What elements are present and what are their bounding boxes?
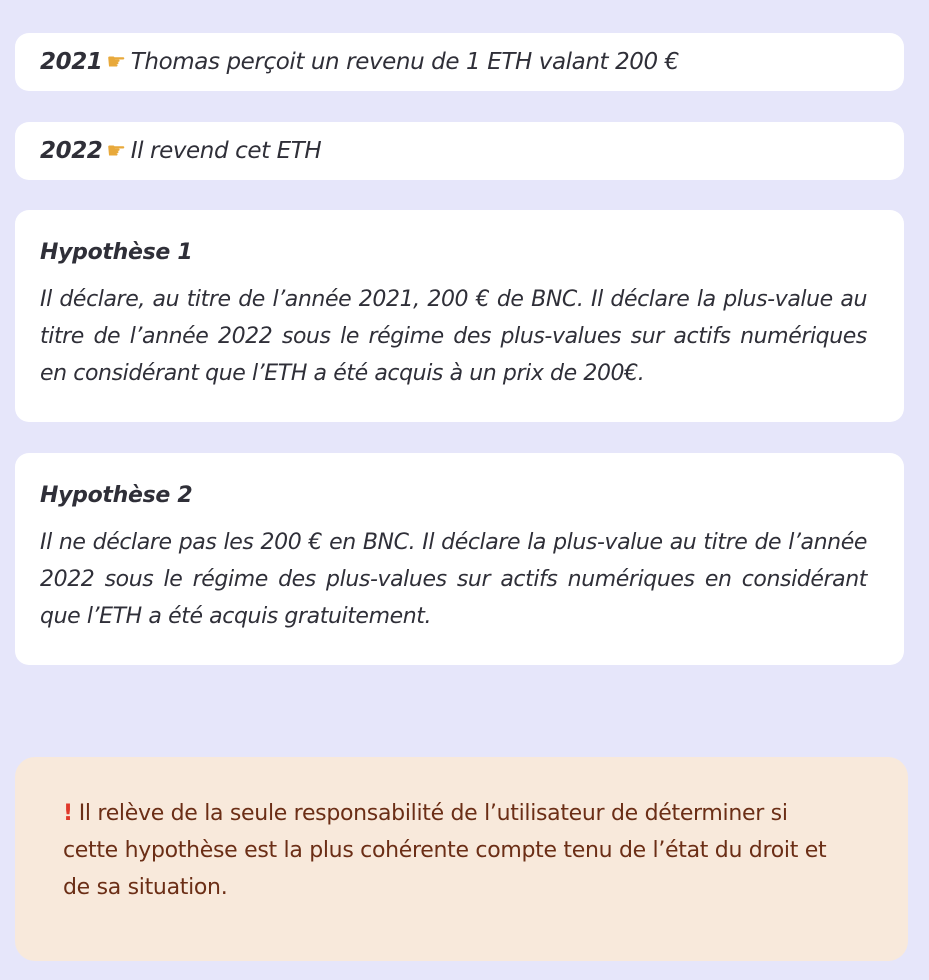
hypothesis-2-card [15,453,904,665]
example-text: Il revend cet ETH [130,138,322,164]
example-2022-card [15,122,904,180]
warning-callout [15,757,908,961]
warning-text: Il relève de la seule responsabilité de l’utilisateur de déterminer si cette hypothèse est la plus cohérente compte tenu de l’état du droit et de sa situation. [63,801,827,900]
example-year: 2021 [40,49,103,75]
example-text: Thomas perçoit un revenu de 1 ETH valant 200 € [130,49,679,75]
hypothesis-text: Il ne déclare pas les 200 € en BNC. Il déclare la plus-value au titre de l’année 2022 sous le régime des plus-values sur actifs numériques en considérant que l’ETH a été acquis gratuitement. [40,530,867,629]
hypothesis-1-card [15,210,904,422]
pointing-hand-icon: ☛ [106,138,126,164]
hypothesis-title: Hypothèse 2 [40,483,193,508]
hypothesis-text: Il déclare, au titre de l’année 2021, 200 € de BNC. Il déclare la plus-value au titre de l’année 2022 sous le régime des plus-values sur actifs numériques en considérant que l’ETH a été acquis à un prix de 200€. [40,287,867,386]
pointing-hand-icon: ☛ [106,49,126,75]
hypothesis-title: Hypothèse 1 [40,240,193,265]
exclamation-icon: ! [63,801,73,826]
example-2021-card [15,33,904,91]
example-year: 2022 [40,138,103,164]
